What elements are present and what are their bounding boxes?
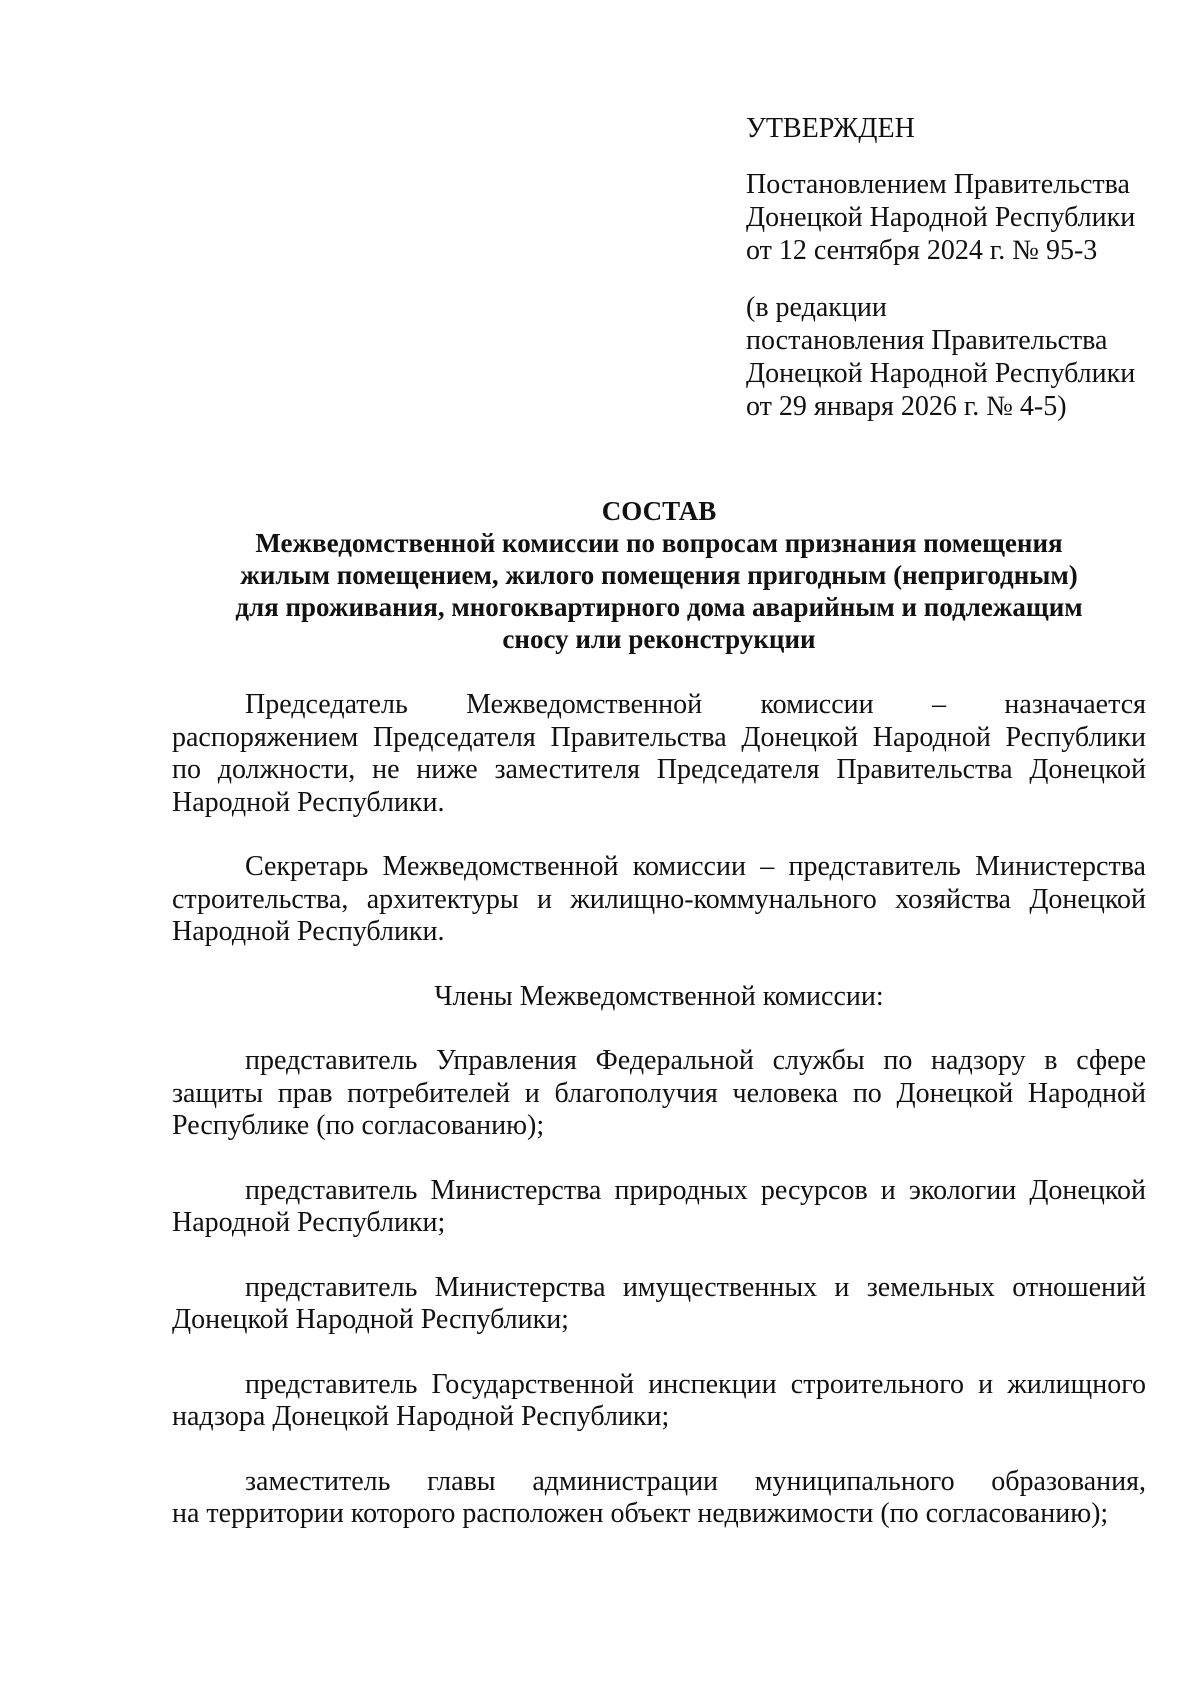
member-item [172,1175,1146,1240]
paragraph-line: Республике (по согласованию); [172,1110,545,1141]
member-item [172,1045,1146,1143]
document-title: СОСТАВ [601,496,717,526]
document-subtitle-line: жилым помещением, жилого помещения пригодным (непригодным) [240,560,1078,590]
approval-decree-line: Постановлением Правительства [746,169,1130,200]
document-body [172,689,1146,1563]
paragraph-line: Секретарь Межведомственной комиссии – представитель Министерства [245,851,1146,882]
approval-decree [746,168,1166,267]
paragraph-line: Народной Республики; [172,1207,446,1238]
paragraph-line: представитель Государственной инспекции строительного и жилищного [245,1368,1146,1400]
paragraph-line: надзора Донецкой Народной Республики; [172,1401,670,1432]
paragraph-line: Донецкой Народной Республики; [172,1304,569,1335]
document-subtitle-line: для проживания, многоквартирного дома аварийным и подлежащим [235,592,1083,622]
paragraph-line: защиты прав потребителей и благополучия человека по Донецкой Народной [172,1077,1146,1109]
paragraph-line: Председатель Межведомственной комиссии – назначается [245,689,1146,720]
document-heading [172,495,1146,655]
paragraph-line: представитель Министерства природных ресурсов и экологии Донецкой [245,1174,1146,1206]
approval-revision [746,291,1166,423]
secretary-paragraph [172,851,1146,949]
approval-decree-line: от 12 сентября 2024 г. № 95-3 [746,235,1098,266]
approval-revision-line: Донецкой Народной Республики [746,358,1136,389]
chairman-paragraph [172,689,1146,819]
members-heading: Члены Межведомственной комиссии: [434,980,884,1012]
approval-decree-line: Донецкой Народной Республики [746,202,1136,233]
paragraph-line: строительства, архитектуры и жилищно-коммунального хозяйства Донецкой [172,883,1146,915]
approval-stamp [746,112,1166,447]
approval-title: УТВЕРЖДЕН [746,113,915,144]
paragraph-line: по должности, не ниже заместителя Председателя Правительства Донецкой [172,754,1146,785]
member-item [172,1272,1146,1337]
document-subtitle-line: Межведомственной комиссии по вопросам признания помещения [255,528,1063,558]
paragraph-line: на территории которого расположен объект недвижимости (по согласованию); [172,1498,1109,1529]
paragraph-line: представитель Министерства имущественных и земельных отношений [245,1271,1146,1303]
member-item [172,1466,1146,1531]
member-item [172,1369,1146,1434]
paragraph-line: представитель Управления Федеральной службы по надзору в сфере [245,1045,1146,1076]
approval-revision-line: (в редакции [746,292,887,323]
approval-revision-line: постановления Правительства [746,325,1108,356]
paragraph-line: Народной Республики. [172,786,445,818]
paragraph-line: распоряжением Председателя Правительства Донецкой Народной Республики [172,721,1146,753]
paragraph-line: Народной Республики. [172,916,445,947]
approval-revision-line: от 29 января 2026 г. № 4-5) [746,391,1067,422]
paragraph-line: заместитель главы администрации муниципального образования, [245,1465,1146,1497]
document-subtitle-line: сносу или реконструкции [502,624,816,654]
